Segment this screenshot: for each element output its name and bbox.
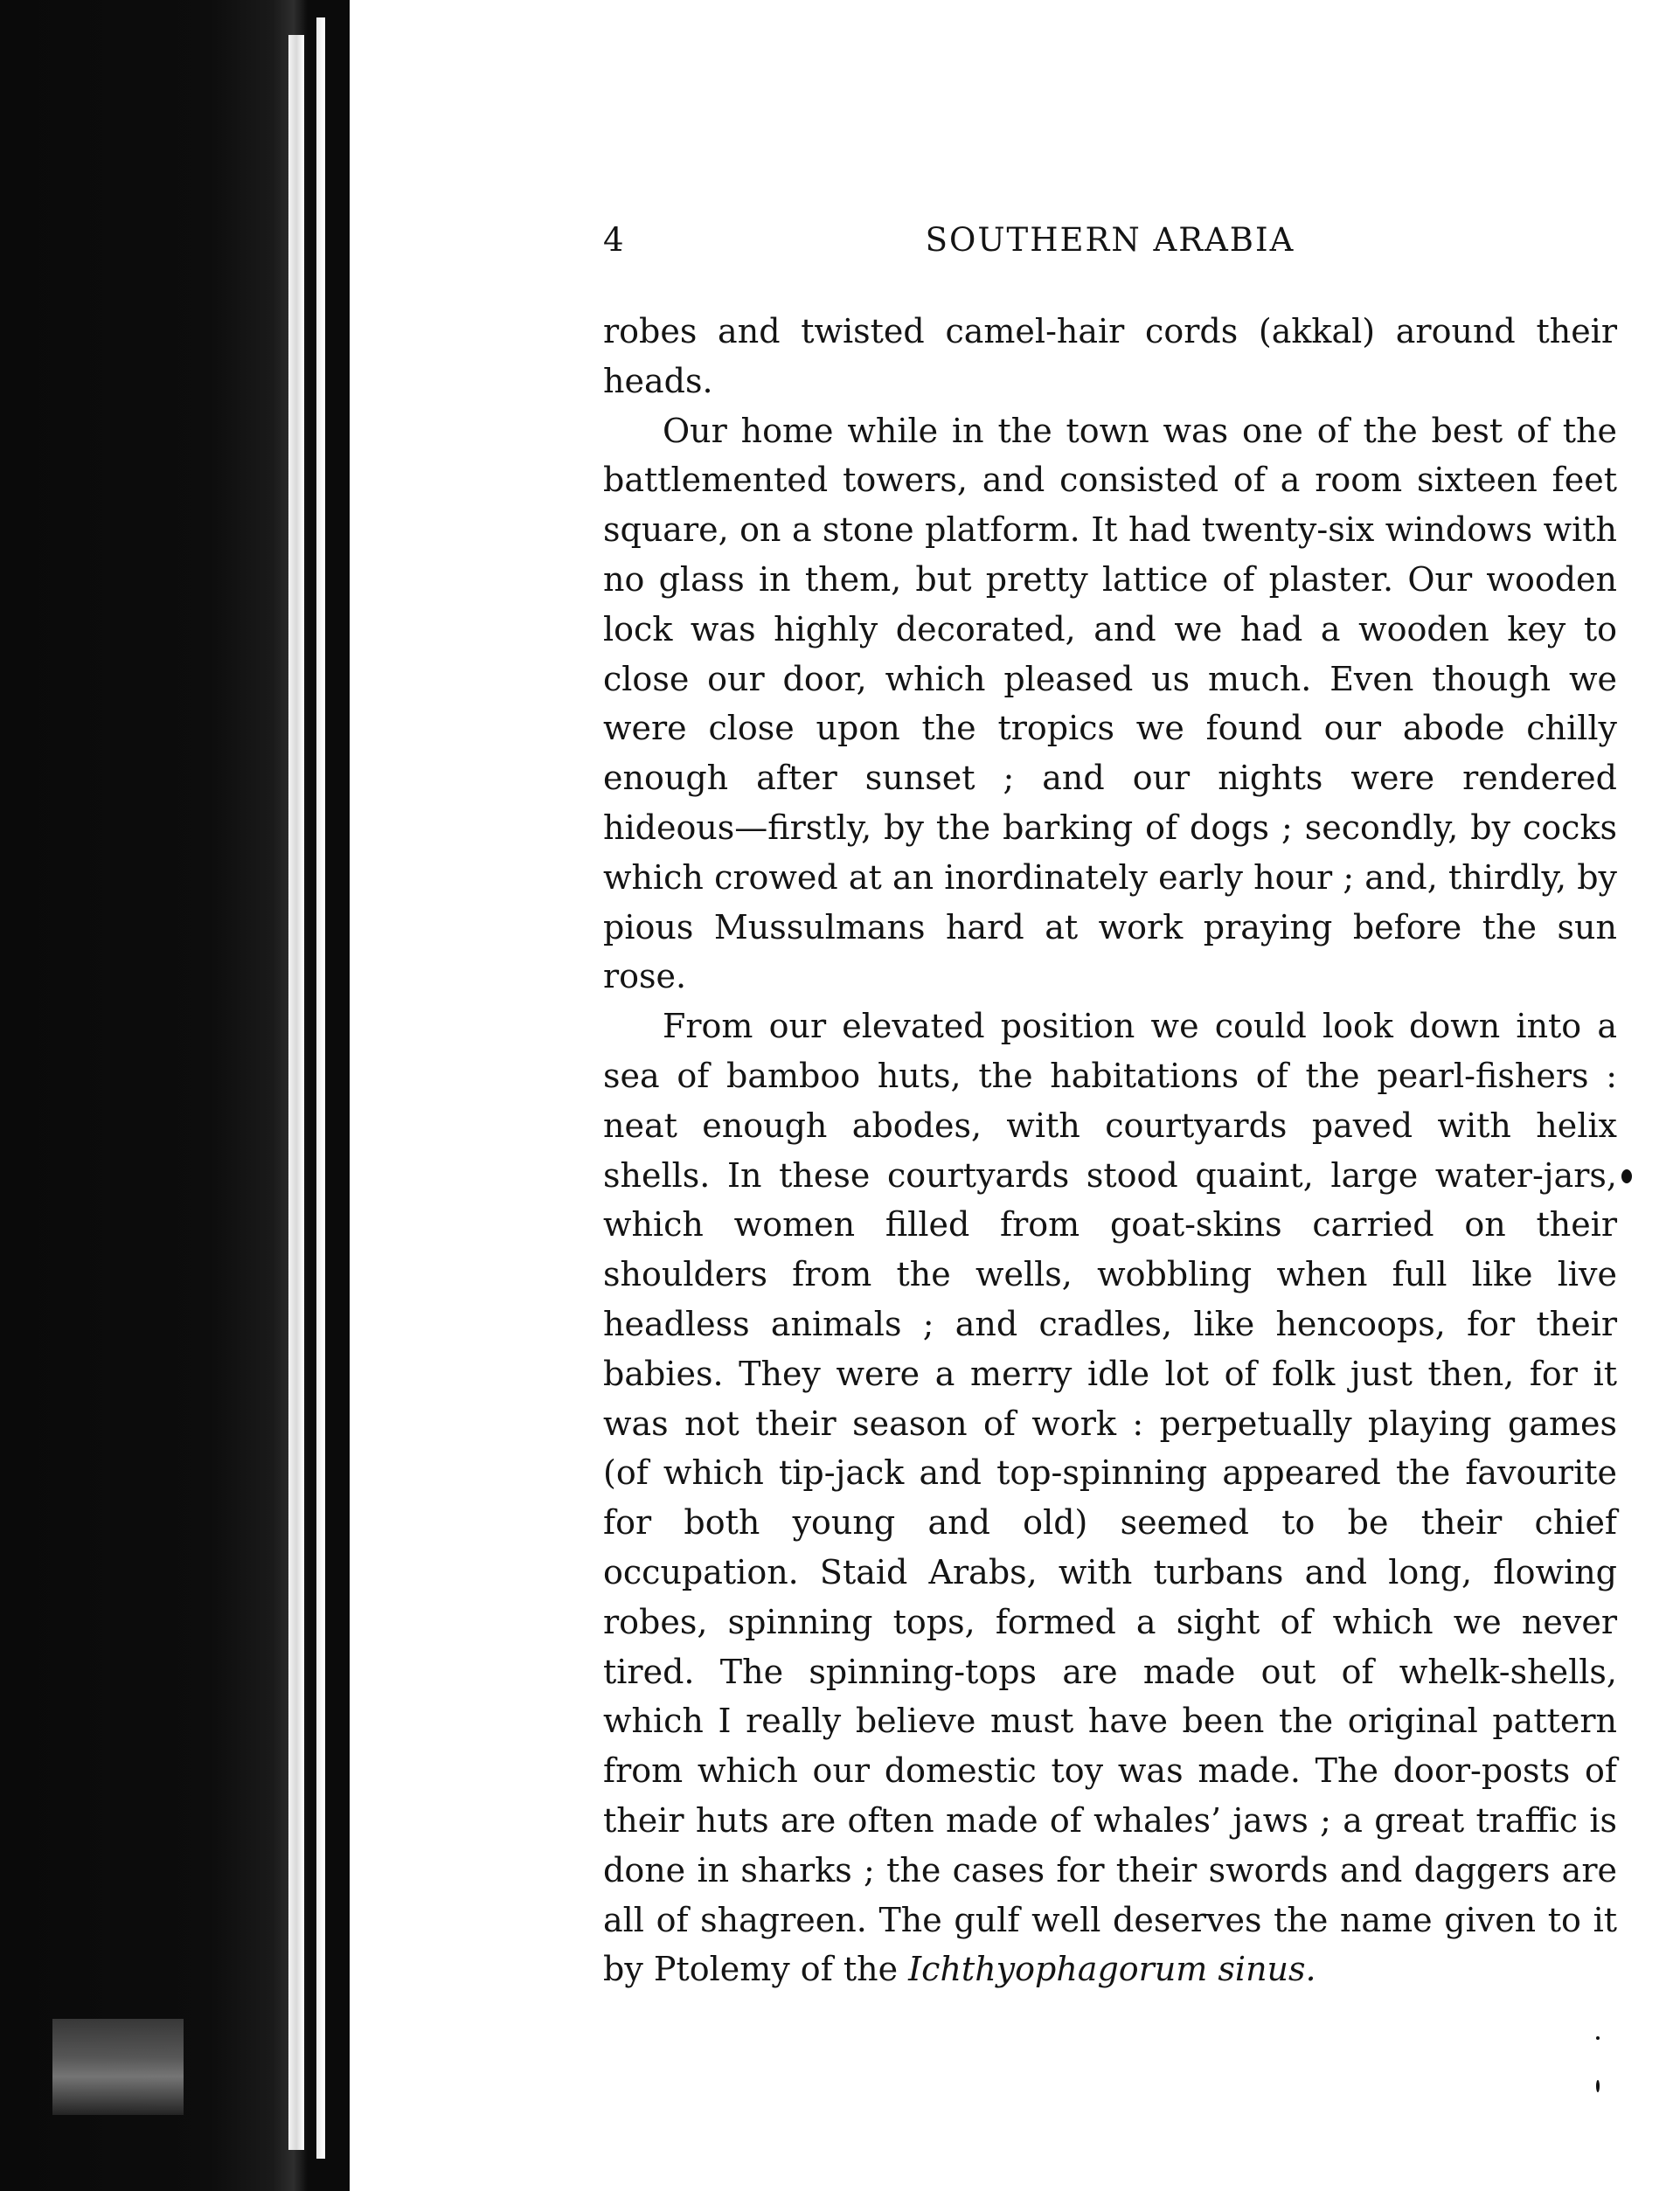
book-page — [603, 214, 1617, 1994]
paragraph-pearl-fishers — [603, 1002, 1617, 1994]
paragraph-home: Our home while in the town was one of the best of the battlemented towers, and consisted of a room sixteen feet square, on a stone platform. It had twenty-six windows with no glass in them, but pretty lattice of plaster. Our wooden lock was highly decorated, and we had a wooden key to close our door, which pleased us much. Even though we were close upon the tropics we found our abode chilly enough after sunset ; and our nights were rendered hideous—firstly, by the barking of dogs ; secondly, by cocks which crowed at an inordinately early hour ; and, thirdly, by pious Mussulmans hard at work praying before the sun rose. — [603, 411, 1617, 996]
ink-speck — [1596, 2080, 1600, 2092]
paragraph-continued: robes and twisted camel-hair cords (akkal) around their heads. — [603, 312, 1617, 400]
ink-speck — [1621, 1169, 1632, 1183]
binding-highlight-secondary — [316, 17, 325, 2159]
page-number: 4 — [603, 221, 626, 259]
ink-speck — [1596, 2036, 1600, 2040]
page-body — [603, 307, 1617, 1994]
paragraph-pearl-fishers-text: From our elevated position we could look down into a sea of bamboo huts, the habitations of the pearl-fishers : neat enough abodes, with courtyards paved with helix shells. In these courtyards stood quaint, large water-jars, which women filled from goat-skins carried on their shoulders from the wells, wobbling when full like live headless animals ; and cradles, like hencoops, for their babies. They were a merry idle lot of folk just then, for it was not their season of work : perpetually playing games (of which tip-jack and top-spinning appeared the favourite for both young and old) seemed to be their chief occupation. Staid Arabs, with turbans and long, flowing robes, spinning tops, formed a sight of which we never tired. The spinning-tops are made out of whelk-shells, which I really believe must have been the original pattern from which our domestic toy was made. The door-posts of their huts are often made of whales’ jaws ; a great traffic is done in sharks ; the cases for their swords and daggers are all of shagreen. The gulf well deserves the name given to it by Ptolemy of the — [603, 1007, 1617, 1989]
binding-highlight — [288, 35, 304, 2150]
latin-phrase: Ichthyophagorum sinus. — [908, 1950, 1316, 1989]
running-title: SOUTHERN ARABIA — [925, 221, 1295, 259]
binding-scan-artifact — [52, 2019, 184, 2115]
page-header — [603, 214, 1617, 267]
